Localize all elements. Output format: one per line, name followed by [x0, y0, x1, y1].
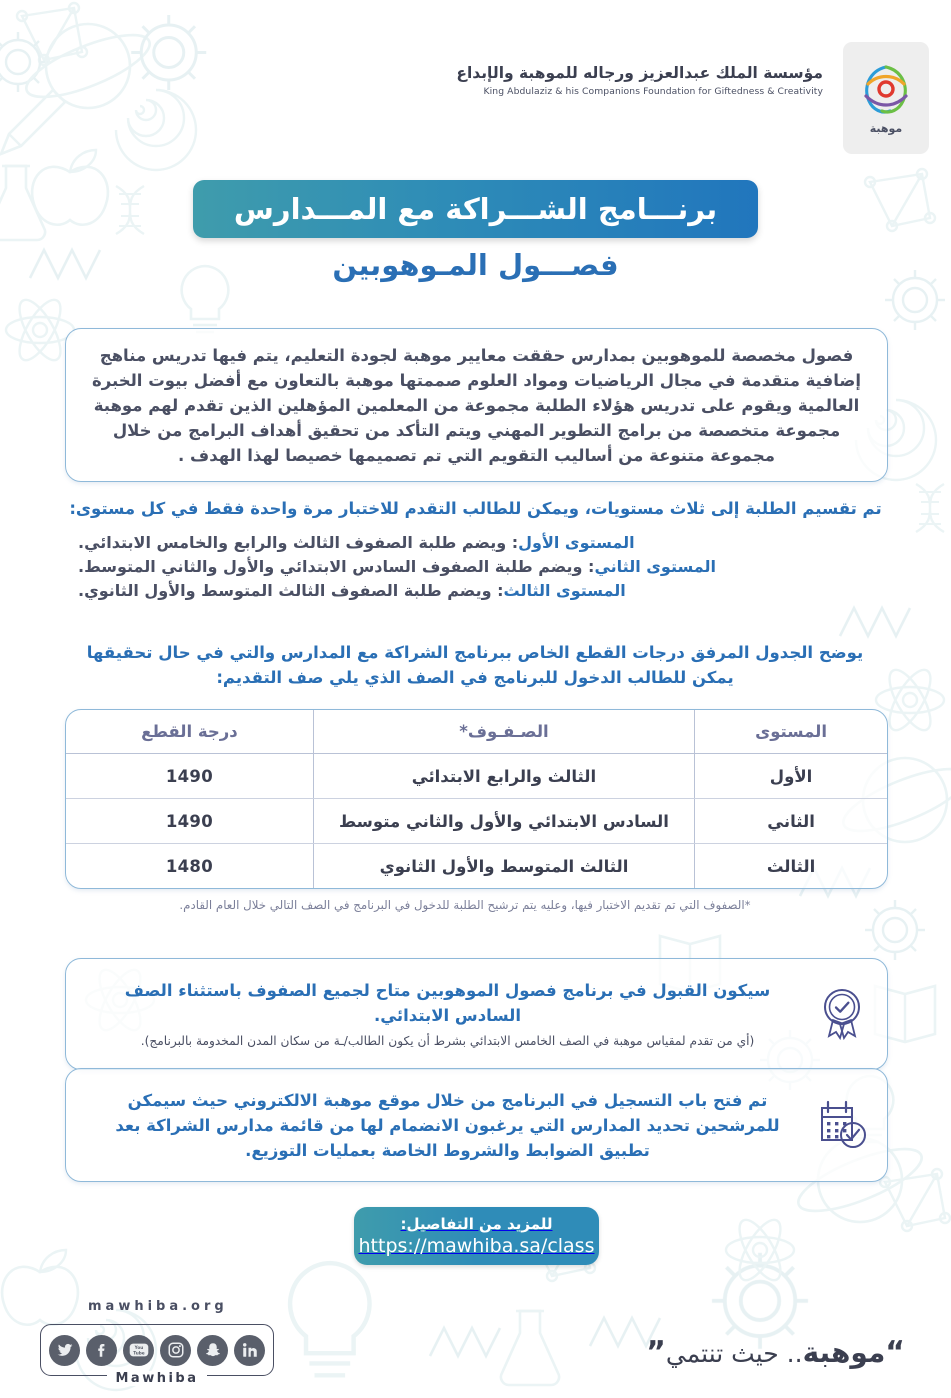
list-item	[60, 579, 891, 603]
level-sep: :	[582, 557, 595, 576]
intro-box	[65, 328, 888, 482]
level-label: المستوى الثالث	[503, 581, 626, 600]
registration-note-main: تم فتح باب التسجيل في البرنامج من خلال موقع موهبة الالكتروني حيث سيمكن للمرشحين تحديد المدارس التي يرغبون الانضمام لها من قائمة مدارس الشراكة بعد تطبيق الضوابط والشروط الخاصة بعمليات التوزيع.	[115, 1090, 780, 1160]
level-desc: ويضم طلبة الصفوف الثالث والرابع والخامس الابتدائي.	[78, 533, 507, 552]
quote-open-icon: “	[885, 1335, 905, 1370]
column-header-level: المستوى	[695, 710, 887, 754]
foundation-name-arabic: مؤسسة الملك عبدالعزيز ورجاله للموهبة والإبداع	[456, 64, 823, 82]
program-title-text: برنـــامج الشـــراكة مع المـــدارس	[233, 192, 718, 226]
admission-note-main: سيكون القبول في برنامج فصول الموهوبين متاح لجميع الصفوف باستثناء الصف السادس الابتدائي.	[124, 981, 771, 1025]
program-subtitle: فصـــول المـوهوبين	[332, 248, 619, 282]
mawhiba-logo-icon	[860, 62, 912, 118]
calendar-check-icon	[813, 1098, 871, 1152]
column-header-grades: الصـفـوف*	[313, 710, 694, 754]
cta-label: للمزيد من التفاصيل:	[400, 1214, 553, 1233]
admission-note-sub: (أي من تقدم لمقياس موهبة في الصف الخامس الابتدائي بشرط أن يكون الطالب/ـة من سكان المدن المخدومة بالبرنامج).	[140, 1034, 755, 1048]
registration-note-box	[65, 1068, 888, 1182]
table-intro-text: يوضح الجدول المرفق درجات القطع الخاص ببرنامج الشراكة مع المدارس والتي في حال تحقيقها يمكن للطالب الدخول للبرنامج في الصف الذي يلي صف التقديم:	[86, 643, 864, 687]
youtube-icon[interactable]	[123, 1335, 154, 1366]
list-item	[60, 555, 891, 579]
foundation-name-english: King Abdulaziz & his Companions Foundation for Giftedness & Creativity	[483, 86, 823, 97]
cell-grades: السادس الابتدائي والأول والثاني متوسط	[313, 799, 694, 844]
social-caption: Mawhiba	[107, 1371, 206, 1386]
snapchat-icon[interactable]	[197, 1335, 228, 1366]
cutoff-scores-table	[66, 710, 887, 888]
levels-list	[60, 531, 891, 603]
brand-tagline	[646, 1335, 905, 1370]
more-details-button[interactable]	[354, 1207, 599, 1265]
level-desc: ويضم طلبة الصفوف الثالث المتوسط والأول الثانوي.	[78, 581, 492, 600]
cell-level: الثالث	[695, 844, 887, 888]
table-head	[66, 710, 887, 754]
page-footer	[0, 1278, 951, 1398]
twitter-icon[interactable]	[49, 1335, 80, 1366]
cta-url: https://mawhiba.sa/class	[358, 1234, 595, 1257]
tagline-main: موهبة	[802, 1336, 886, 1369]
cell-cutoff: 1490	[66, 799, 313, 844]
mawhiba-logo	[843, 42, 929, 154]
cutoff-scores-table-container	[65, 709, 888, 889]
instagram-icon[interactable]	[160, 1335, 191, 1366]
social-caption-wrap	[41, 1367, 273, 1386]
linkedin-icon[interactable]	[234, 1335, 265, 1366]
table-footnote: *الصفوف التي تم تقديم الاختبار فيها، وعليه يتم ترشيح الطلبة للدخول في البرنامج في الصف التالي خلال العام القادم.	[179, 898, 751, 912]
levels-section	[60, 497, 891, 603]
logo-wordmark: موهبة	[869, 121, 903, 135]
award-badge-check-icon	[813, 986, 871, 1042]
social-links-bar	[40, 1324, 274, 1386]
intro-paragraph: فصول مخصصة للموهوبين بمدارس حققت معايير موهبة لجودة التعليم، يتم فيها تدريس مناهج إضافية متقدمة في مجال الرياضيات ومواد العلوم صممتها موهبة بالتعاون مع أفضل بيوت الخبرة العالمية ويقوم على تدريس هؤلاء الطلبة مجموعة من المعلمين المؤهلين الذين تقدم لهم موهبة مجموعة متخصصة من برامج التطوير المهني ويتم التأكد من تحقيق أهداف البرامج من خلال مجموعة متنوعة من أساليب التقويم التي تم تصميمها خصيصا لهذا الهدف .	[91, 346, 862, 465]
table-row	[66, 754, 887, 799]
cell-grades: الثالث المتوسط والأول الثانوي	[313, 844, 694, 888]
levels-lead: تم تقسيم الطلبة إلى ثلاث مستويات، ويمكن للطالب التقدم للاختبار مرة واحدة فقط في كل مستوى:	[69, 499, 882, 518]
level-sep: :	[491, 581, 504, 600]
program-title-banner	[193, 180, 758, 238]
website-url: mawhiba.org	[88, 1299, 228, 1314]
table-row	[66, 844, 887, 888]
level-label: المستوى الثاني	[594, 557, 716, 576]
admission-note-box	[65, 958, 888, 1070]
table-header-row	[66, 710, 887, 754]
cell-grades: الثالث والرابع الابتدائي	[313, 754, 694, 799]
cell-cutoff: 1480	[165, 856, 213, 876]
table-body	[66, 754, 887, 889]
page-header	[0, 42, 951, 162]
quote-close-icon: ”	[646, 1335, 666, 1370]
cell-level: الثاني	[695, 799, 887, 844]
svg-text:Tube: Tube	[132, 1351, 145, 1357]
svg-text:You: You	[134, 1346, 143, 1351]
level-desc: ويضم طلبة الصفوف السادس الابتدائي والأول والثاني المتوسط.	[78, 557, 583, 576]
column-header-cutoff: درجة القطع	[66, 710, 313, 754]
level-sep: :	[506, 533, 519, 552]
level-label: المستوى الأول	[518, 533, 635, 552]
cell-level: الأول	[695, 754, 887, 799]
list-item	[60, 531, 891, 555]
table-row	[66, 799, 887, 844]
cell-cutoff: 1490	[66, 754, 313, 799]
facebook-icon[interactable]	[86, 1335, 117, 1366]
tagline-rest: .. حيث تنتمي	[665, 1339, 803, 1368]
foundation-brand	[456, 64, 823, 97]
